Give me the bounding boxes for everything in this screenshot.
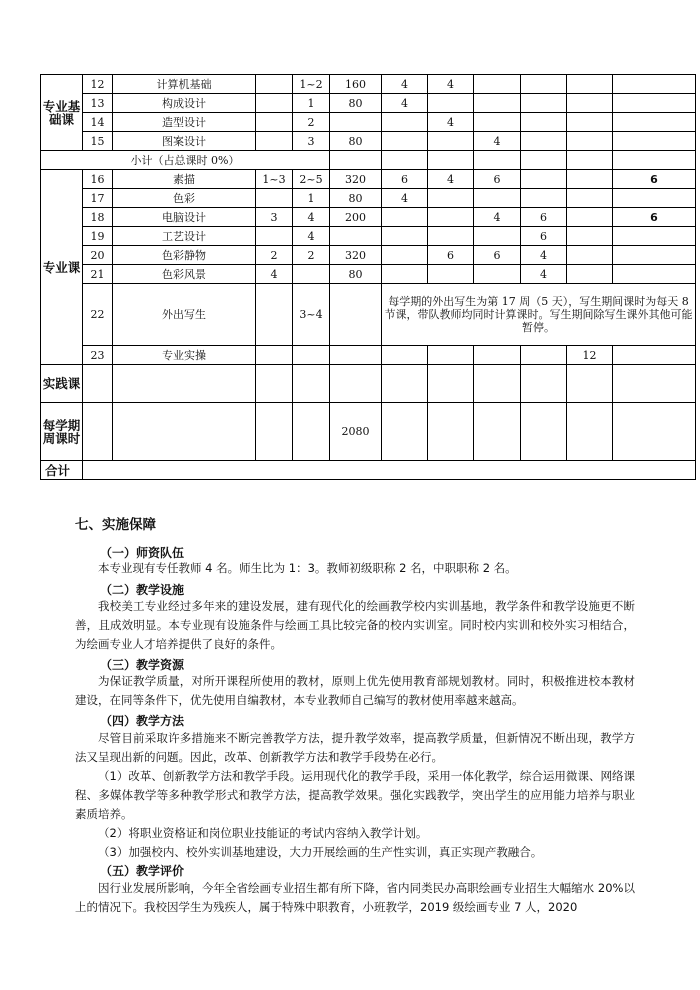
section-title: 七、实施保障 bbox=[75, 517, 156, 533]
paragraph: 为保证教学质量，对所开课程所使用的教材，原则上优先使用教育部规划教材。同时，积极推进校本教材建设，在同等条件下，优先使用自编教材，本专业教师自己编写的教材使用率越来越高。 bbox=[75, 674, 635, 707]
total-row bbox=[41, 461, 696, 480]
paragraph: （3）加强校内、校外实训基地建设，大力开展绘画的生产性实训，真正实现产教融合。 bbox=[98, 845, 543, 859]
paragraph: 尽管目前采取许多措施来不断完善教学方法，提升教学效率，提高教学质量，但新情况不断出现，教学方法又呈现出新的问题。因此，改革、创新教学方法和教学手段势在必行。 bbox=[75, 731, 635, 764]
table-row: 22 外出写生 3~4 每学期的外出写生为第 17 周（5 天），写生期间课时为每天 8 节课，带队教师均同时计算课时。写生期间除写生课外其他可能暂停。 bbox=[41, 284, 696, 346]
table-row: 13 构成设计 1 80 4 bbox=[41, 94, 696, 113]
subtotal-label: 小计（占总课时 0%） bbox=[41, 151, 330, 170]
course-schedule-table bbox=[40, 74, 696, 480]
category-weekly: 每学期周课时 bbox=[41, 403, 83, 461]
paragraph: 我校美工专业经过多年来的建设发展，建有现代化的绘画教学校内实训基地，教学条件和教学设施更不断善，且成效明显。本专业现有设施条件与绘画工具比较完备的校内实训室。同时校内实训和校外实习相结合，为绘画专业人才培养提供了良好的条件。 bbox=[75, 599, 635, 651]
subsection-title: （一）师资队伍 bbox=[100, 546, 185, 560]
category-practice: 实践课 bbox=[41, 365, 83, 403]
weekly-hours-row bbox=[41, 403, 696, 461]
table-row: 14 造型设计 2 4 bbox=[41, 113, 696, 132]
subsection-title: （二）教学设施 bbox=[100, 583, 185, 597]
subsection-title: （五）教学评价 bbox=[100, 864, 185, 878]
subsection-title: （四）教学方法 bbox=[100, 714, 185, 728]
field-trip-note: 每学期的外出写生为第 17 周（5 天），写生期间课时为每天 8 节课，带队教师均同时计算课时。写生期间除写生课外其他可能暂停。 bbox=[382, 284, 696, 346]
paragraph: 因行业发展所影响，今年全省绘画专业招生都有所下降，省内同类民办高职绘画专业招生大幅缩水 20%以上的情况下。我校因学生为残疾人，属于特殊中职教育，小班教学，2019 级绘画专业 7 人，2020 bbox=[75, 881, 635, 914]
table-row: 18 电脑设计 3 4 200 4 6 6 bbox=[41, 208, 696, 227]
weekly-hours-value: 2080 bbox=[330, 403, 382, 461]
table-row: 15 图案设计 3 80 4 bbox=[41, 132, 696, 151]
subtotal-row bbox=[41, 151, 696, 170]
table-row: 23 专业实操 12 bbox=[41, 346, 696, 365]
table-row: 20 色彩静物 2 2 320 6 6 4 bbox=[41, 246, 696, 265]
table-row: 21 色彩风景 4 80 4 bbox=[41, 265, 696, 284]
table-row: 专业基础课 12 计算机基础 1~2 160 4 4 bbox=[41, 75, 696, 94]
paragraph: （1）改革、创新教学方法和教学手段。运用现代化的教学手段，采用一体化教学，综合运用微课、网络课程、多媒体教学等多种教学形式和教学方法，提高教学效果。强化实践教学，突出学生的应用能力培养与职业素质培养。 bbox=[75, 769, 635, 821]
paragraph: （2）将职业资格证和岗位职业技能证的考试内容纳入教学计划。 bbox=[98, 826, 428, 840]
paragraph: 本专业现有专任教师 4 名。师生比为 1：3。教师初级职称 2 名，中职职称 2 名。 bbox=[98, 561, 517, 575]
category-major: 专业课 bbox=[41, 170, 83, 365]
category-basic: 专业基础课 bbox=[41, 75, 83, 151]
table-row: 17 色彩 1 80 4 bbox=[41, 189, 696, 208]
subsection-title: （三）教学资源 bbox=[100, 658, 185, 672]
table-row: 19 工艺设计 4 6 bbox=[41, 227, 696, 246]
category-total: 合计 bbox=[41, 461, 83, 480]
practice-row bbox=[41, 365, 696, 403]
table-row: 专业课 16 素描 1~3 2~5 320 6 4 6 6 bbox=[41, 170, 696, 189]
